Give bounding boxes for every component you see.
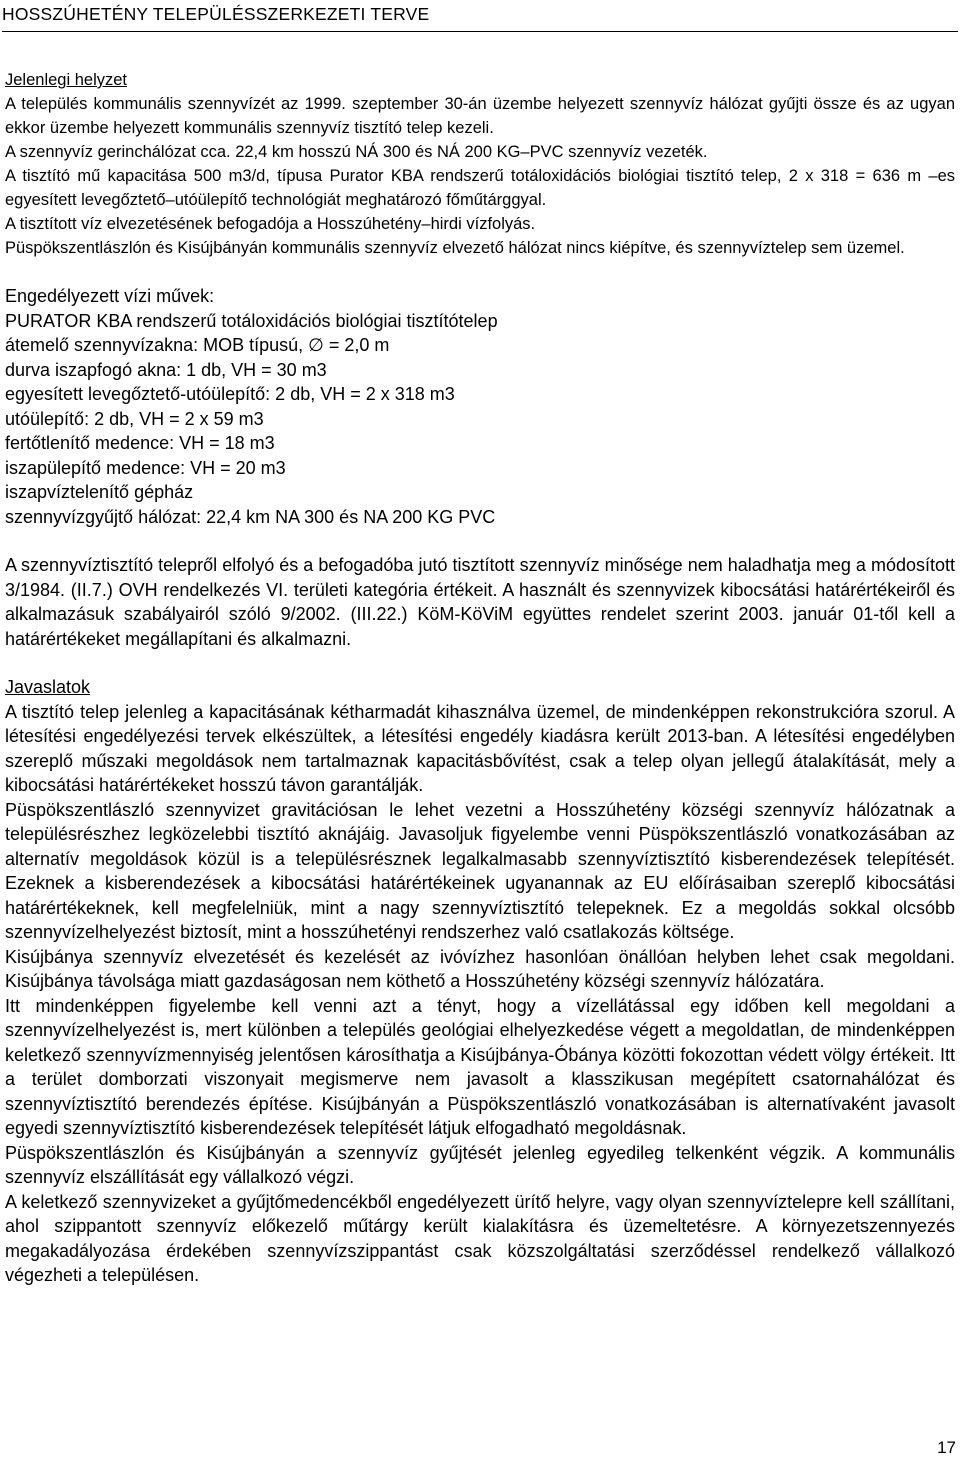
current-paragraph-4: A tisztított víz elvezetésének befogadója a Hosszúhetény–hirdi vízfolyás. [5, 215, 536, 233]
permitted-item: durva iszapfogó akna: 1 db, VH = 30 m3 [5, 359, 327, 380]
page-content [5, 68, 955, 1288]
permitted-item: egyesített levegőztető-utóülepítő: 2 db, VH = 2 x 318 m3 [5, 384, 455, 404]
permitted-item: átemelő szennyvízakna: MOB típusú, ∅ = 2,0 m [5, 335, 390, 355]
permitted-item: fertőtlenítő medence: VH = 18 m3 [5, 433, 275, 453]
current-situation-heading: Jelenlegi helyzet [5, 71, 127, 89]
current-paragraph-1: A település kommunális szennyvízét az 1999. szeptember 30-án üzembe helyezett szennyvíz hálózat gyűjti össze és az ugyan ekkor üzembe helyezett kommunális szennyvíz tisztító telep kezeli. [5, 95, 955, 137]
proposal-paragraph-6: A keletkező szennyvizeket a gyűjtőmedencékből engedélyezett ürítő helyre, vagy olyan szennyvíztelepre kell szállítani, ahol szippantott szennyvíz előkezelő műtárgy került kialakításra és üzemeltetésre. A környezetszennyezés megakadályozása érdekében szennyvízszippantást csak közszolgáltatási szerződéssel rendelkező vállalkozó végezheti a településen. [5, 1191, 955, 1285]
permitted-item: utóülepítő: 2 db, VH = 2 x 59 m3 [5, 408, 264, 429]
permitted-works-section [5, 284, 955, 529]
current-paragraph-5: Püspökszentlászlón és Kisújbányán kommunális szennyvíz elvezető hálózat nincs kiépítve, és szennyvíztelep sem üzemel. [5, 239, 905, 257]
permitted-item: iszapülepítő medence: VH = 20 m3 [5, 457, 286, 478]
current-paragraph-2: A szennyvíz gerinchálózat cca. 22,4 km hosszú NÁ 300 és NÁ 200 KG–PVC szennyvíz vezeték. [5, 143, 708, 161]
effluent-quality-section [5, 553, 955, 651]
page-number: 17 [937, 1438, 956, 1457]
permitted-item: szennyvízgyűjtő hálózat: 22,4 km NA 300 és NA 200 KG PVC [5, 506, 496, 527]
permitted-item: PURATOR KBA rendszerű totáloxidációs biológiai tisztítótelep [5, 310, 498, 331]
effluent-quality-paragraph: A szennyvíztisztító telepről elfolyó és a befogadóba jutó tisztított szennyvíz minősége nem haladhatja meg a módosított 3/1984. (II.7.) OVH rendelkezés VI. területi kategória értékeit. A használt és szennyvizek kibocsátási határértékeiről és alkalmazásuk szabályairól szóló 9/2002. (III.22.) KöM-KöViM együttes rendelet szerint 2003. január 01-től kell a határértékeket megállapítani és alkalmazni. [5, 555, 955, 649]
document-title: HOSSZÚHETÉNY TELEPÜLÉSSZERKEZETI TERVE [2, 4, 430, 24]
page-header [2, 4, 958, 32]
proposal-paragraph-5: Püspökszentlászlón és Kisújbányán a szennyvíz gyűjtését jelenleg egyedileg telkenként végzik. A kommunális szennyvíz elszállítását egy vállalkozó végzi. [5, 1142, 955, 1187]
permitted-item: iszapvíztelenítő gépház [5, 482, 194, 502]
proposal-paragraph-3: Kisújbánya szennyvíz elvezetését és kezelését az ivóvízhez hasonlóan önállóan helyben lehet csak megoldani. Kisújbánya távolsága miatt gazdaságosan nem köthető a Hosszúhetény községi szennyvíz hálózatára. [5, 946, 955, 991]
proposal-paragraph-4: Itt mindenképpen figyelembe kell venni azt a tényt, hogy a vízellátással egy időben kell megoldani a szennyvízelhelyezést is, mert különben a település geológiai elhelyezkedése végett a megoldatlan, de mindenképpen keletkező szennyvízmennyiség jelentősen károsíthatja a Kisújbánya-Óbánya közötti fokozottan védett völgy értékeit. Itt a terület domborzati viszonyait megismerve nem javasolt a klasszikusan megépített csatornahálózat és szennyvíztisztító berendezés építése. Kisújbányán a Püspökszentlászló vonatkozásában is alternatívaként javasolt egyedi szennyvíztisztító kisberendezések telepítését látjuk elfogadható megoldásnak. [5, 995, 955, 1138]
permitted-works-heading: Engedélyezett vízi művek: [5, 286, 215, 306]
proposals-section [5, 675, 955, 1288]
proposals-heading: Javaslatok [5, 677, 91, 697]
proposal-paragraph-1: A tisztító telep jelenleg a kapacitásának kétharmadát kihasználva üzemel, de mindenképpen rekonstrukcióra szorul. A létesítési engedélyezési tervek elkészültek, a létesítési engedély kiadásra került 2013-ban. A létesítési engedélyben szereplő műszaki megoldások nem tartalmaznak kapacitásbővítést, csak a telep olyan jellegű átalakítását, mely a kibocsátási határértékeket hosszú távon garantálják. [5, 701, 955, 795]
current-situation-section [5, 68, 955, 260]
current-paragraph-3: A tisztító mű kapacitása 500 m3/d, típusa Purator KBA rendszerű totáloxidációs biológiai tisztító telep, 2 x 318 = 636 m –es egyesített levegőztető–utóülepítő technológiát meghatározó főműtárggyal. [5, 167, 955, 209]
proposal-paragraph-2: Püspökszentlászló szennyvizet gravitációsan le lehet vezetni a Hosszúhetény községi szennyvíz hálózatnak a településrészhez legközelebbi tisztító aknájáig. Javasoljuk figyelembe venni Püspökszentlászló vonatkozásában az alternatív megoldások közül is a településrésznek legalkalmasabb szennyvíztisztító kisberendezések telepítését. Ezeknek a kisberendezések a kibocsátási határértékeinek ugyanannak az EU előírásaiban szereplő kibocsátási határértékeknek, kell megfelelniük, mint a nagy szennyvíztisztító telepeknek. Ez a megoldás sokkal olcsóbb szennyvízelhelyezést biztosít, mint a hosszúhetényi rendszerhez való csatlakozás költsége. [5, 799, 955, 942]
